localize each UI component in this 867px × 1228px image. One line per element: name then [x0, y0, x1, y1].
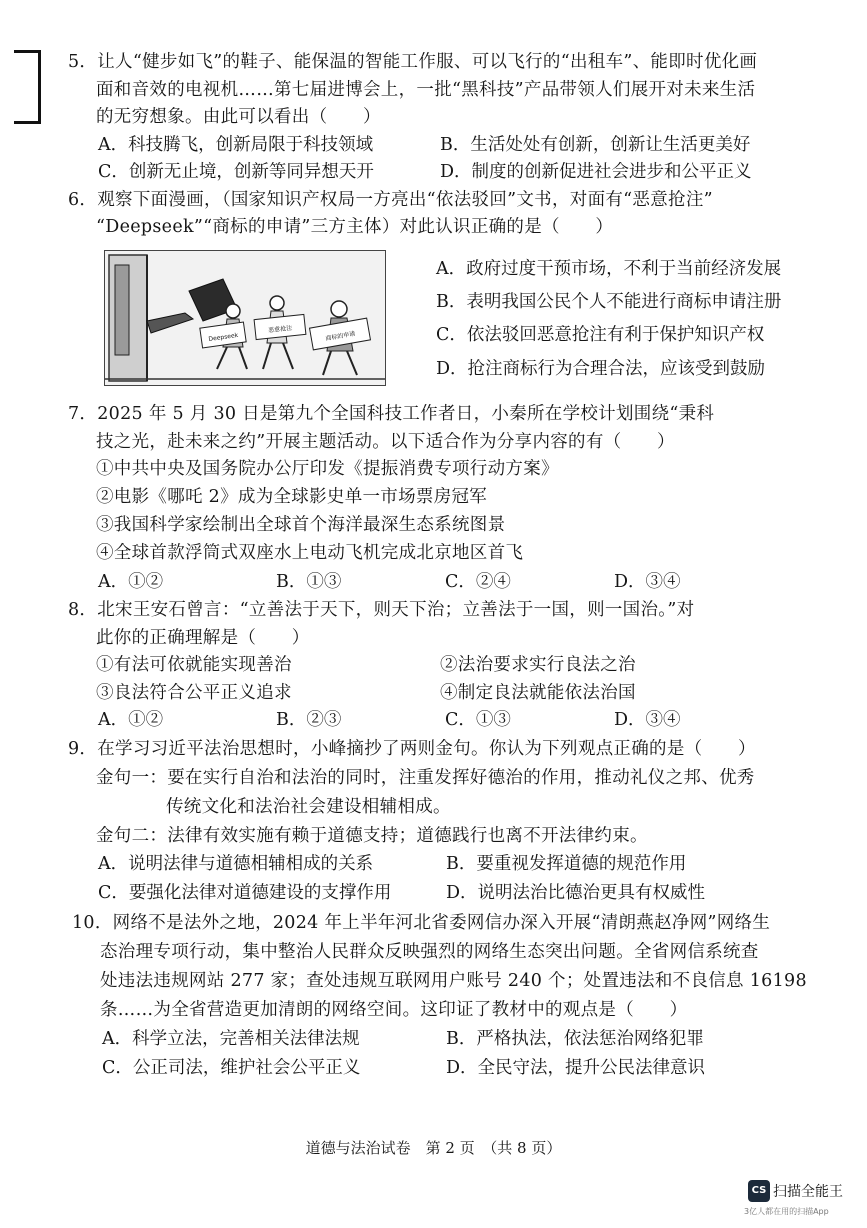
q10-line-3: 处违法违规网站 277 家；查处违规互联网用户账号 240 个；处置违法和不良信息 16198: [100, 971, 807, 991]
q7-line-1: 7．2025 年 5 月 30 日是第九个全国科技工作者日，小秦所在学校计划围绕“秉科: [68, 404, 715, 424]
q10-line-1: 10．网络不是法外之地，2024 年上半年河北省委网信办深入开展“清朗燕赵净网”网络生: [72, 913, 771, 933]
camscanner-logo-icon: CS: [748, 1180, 770, 1202]
q9-quote-2: 金句二：法律有效实施有赖于道德支持；道德践行也离不开法律约束。: [96, 826, 648, 846]
q9-line-1: 9．在学习习近平法治思想时，小峰摘抄了两则金句。你认为下列观点正确的是（ ）: [68, 739, 756, 759]
page-footer: 道德与法治试卷 第 2 页 （共 8 页）: [305, 1139, 562, 1157]
q9-option-d: D．说明法治比德治更具有权威性: [446, 883, 706, 903]
q7-option-d: D．③④: [614, 572, 681, 592]
q6-line-1: 6．观察下面漫画，（国家知识产权局一方亮出“依法驳回”文书，对面有“恶意抢注”: [68, 190, 713, 210]
q9-option-a: A．说明法律与道德相辅相成的关系: [98, 854, 374, 874]
q7-option-a: A．①②: [98, 572, 164, 592]
q10-option-b: B．严格执法，依法惩治网络犯罪: [446, 1029, 704, 1049]
cartoon-sign-malicious: 恶意抢注: [267, 324, 293, 335]
q8-item-2: ②法治要求实行良法之治: [440, 655, 636, 675]
q5-option-a: A．科技腾飞，创新局限于科技领域: [98, 135, 374, 155]
q9-quote-1-line-2: 传统文化和法治社会建设相辅相成。: [166, 797, 451, 817]
q8-option-c: C．①③: [445, 710, 511, 730]
scanner-badge: [748, 1180, 843, 1202]
binding-mark: [14, 50, 41, 124]
q5-option-c: C．创新无止境，创新等同异想天开: [98, 162, 374, 182]
cartoon-sign-deepseek: Deepseek: [208, 331, 239, 344]
cartoon-image: [104, 250, 386, 386]
q8-option-d: D．③④: [614, 710, 681, 730]
q9-option-b: B．要重视发挥道德的规范作用: [446, 854, 687, 874]
q10-option-d: D．全民守法，提升公民法律意识: [446, 1058, 706, 1078]
q7-item-1: ①中共中央及国务院办公厅印发《提振消费专项行动方案》: [96, 459, 559, 479]
scanner-app-name: 扫描全能王: [773, 1184, 843, 1200]
q5-line-2: 面和音效的电视机……第七届进博会上，一批“黑科技”产品带领人们展开对未来生活: [96, 80, 756, 100]
q6-option-d: D．抢注商标行为合理合法，应该受到鼓励: [436, 359, 766, 379]
q8-line-1: 8．北宋王安石曾言：“立善法于天下，则天下治；立善法于一国，则一国治。”对: [68, 600, 695, 620]
q7-option-c: C．②④: [445, 572, 511, 592]
cartoon-sign-application: 商标的申请: [325, 330, 356, 343]
q7-line-2: 技之光，赴未来之约”开展主题活动。以下适合作为分享内容的有（ ）: [96, 432, 675, 452]
q7-item-4: ④全球首款浮筒式双座水上电动飞机完成北京地区首飞: [96, 543, 524, 563]
q5-line-1: 5．让人“健步如飞”的鞋子、能保温的智能工作服、可以飞行的“出租车”、能即时优化画: [68, 52, 758, 72]
cartoon-drawing: [105, 251, 385, 385]
q5-option-d: D．制度的创新促进社会进步和公平正义: [440, 162, 752, 182]
q6-option-b: B．表明我国公民个人不能进行商标申请注册: [436, 292, 782, 312]
q10-option-c: C．公正司法，维护社会公平正义: [102, 1058, 361, 1078]
q6-line-2: “Deepseek”“商标的申请”三方主体）对此认识正确的是（ ）: [96, 217, 614, 237]
q8-option-a: A．①②: [98, 710, 164, 730]
q9-option-c: C．要强化法律对道德建设的支撑作用: [98, 883, 392, 903]
q10-line-2: 态治理专项行动，集中整治人民群众反映强烈的网络生态突出问题。全省网信系统查: [100, 942, 759, 962]
q6-option-a: A．政府过度干预市场，不利于当前经济发展: [436, 259, 782, 279]
q7-item-2: ②电影《哪吒 2》成为全球影史单一市场票房冠军: [96, 487, 488, 507]
q9-quote-1-line-1: 金句一：要在实行自治和法治的同时，注重发挥好德治的作用，推动礼仪之邦、优秀: [96, 768, 755, 788]
q5-option-b: B．生活处处有创新，创新让生活更美好: [440, 135, 751, 155]
q8-line-2: 此你的正确理解是（ ）: [96, 628, 310, 648]
q10-option-a: A．科学立法，完善相关法律法规: [102, 1029, 360, 1049]
q7-option-b: B．①③: [276, 572, 342, 592]
q10-line-4: 条……为全省营造更加清朗的网络空间。这印证了教材中的观点是（ ）: [100, 1000, 688, 1020]
q8-item-4: ④制定良法就能依法治国: [440, 683, 636, 703]
q6-option-c: C．依法驳回恶意抢注有利于保护知识产权: [436, 325, 765, 345]
q8-item-3: ③良法符合公平正义追求: [96, 683, 292, 703]
q8-item-1: ①有法可依就能实现善治: [96, 655, 292, 675]
q8-option-b: B．②③: [276, 710, 342, 730]
q7-item-3: ③我国科学家绘制出全球首个海洋最深生态系统图景: [96, 515, 506, 535]
scanner-tagline: 3亿人都在用的扫描App: [744, 1207, 829, 1216]
q5-line-3: 的无穷想象。由此可以看出（ ）: [96, 107, 381, 127]
